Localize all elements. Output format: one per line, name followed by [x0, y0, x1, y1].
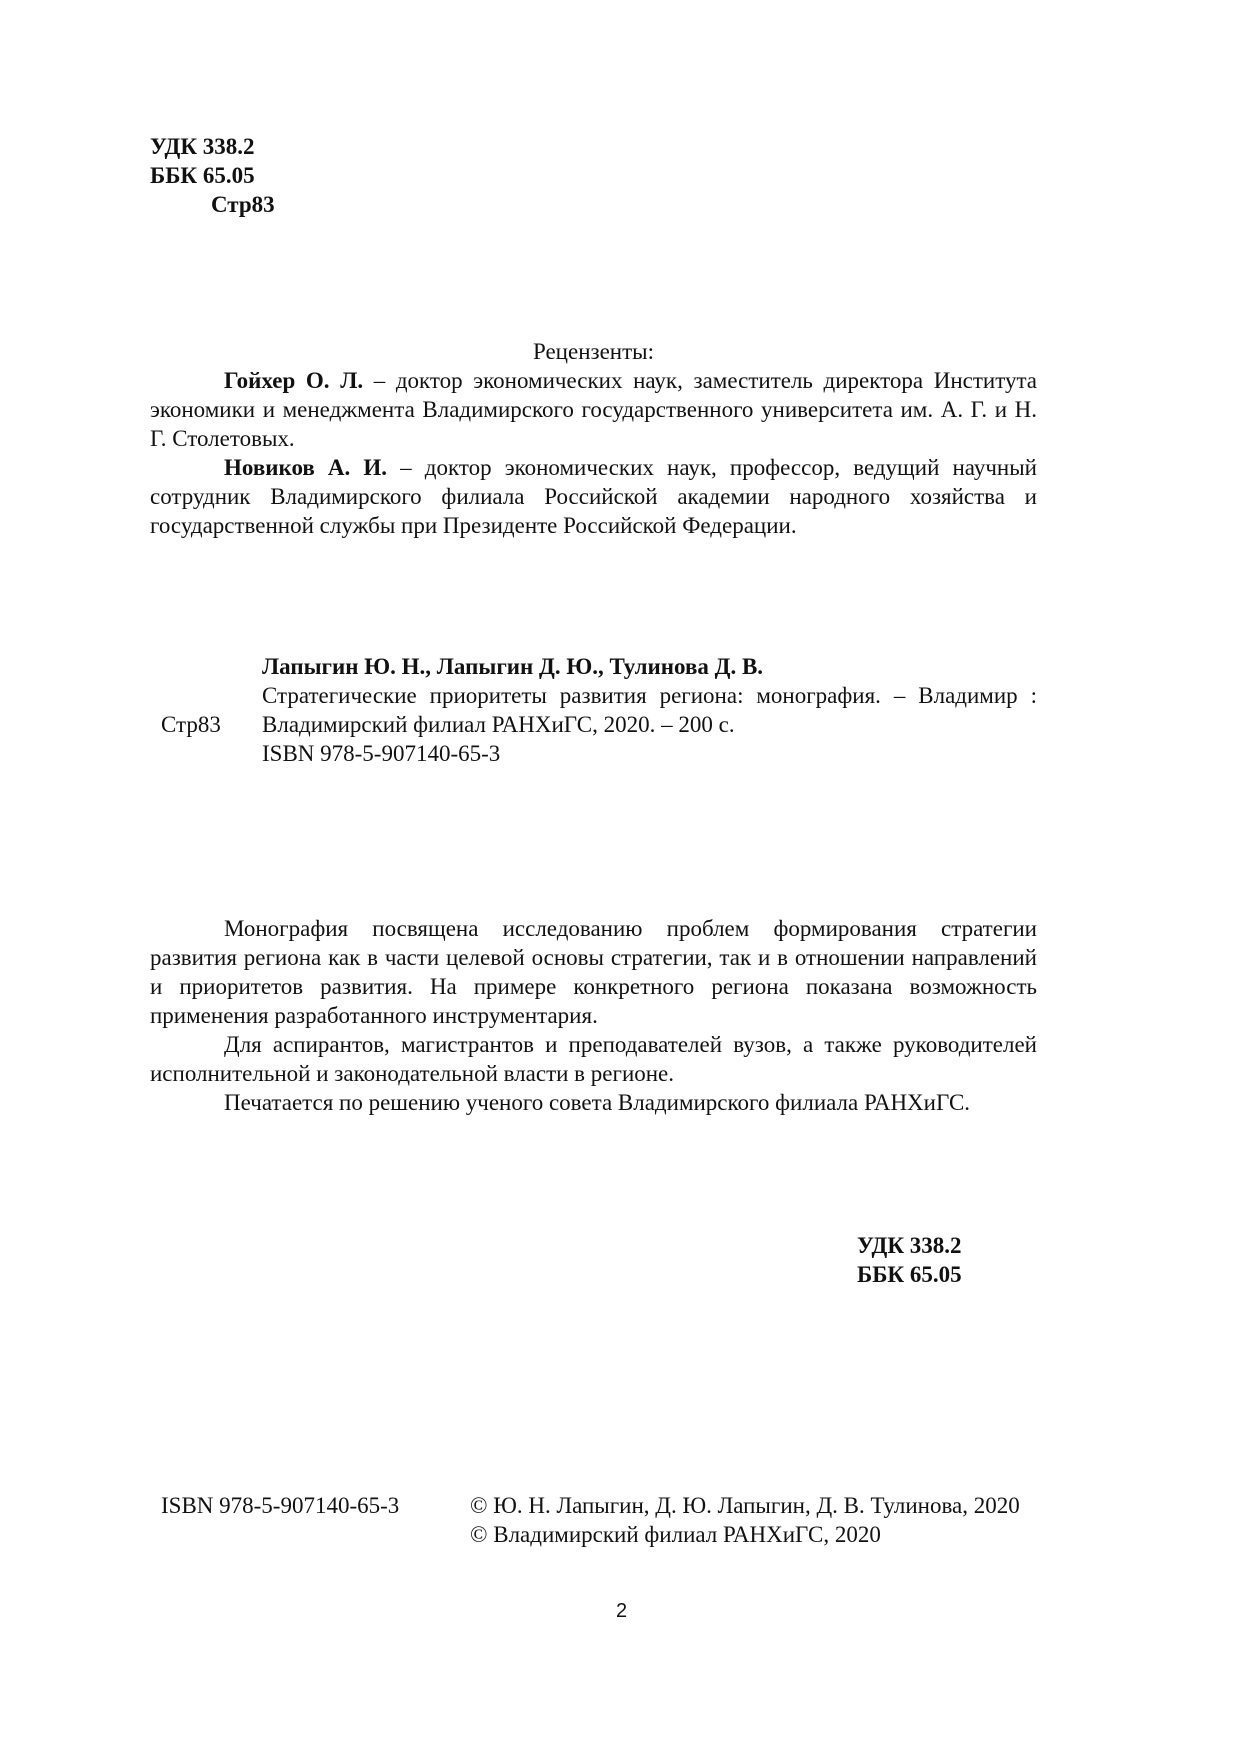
- udk-code: УДК 338.2: [150, 134, 255, 159]
- bbk-code: ББК 65.05: [857, 1262, 962, 1287]
- reviewer-name: Гойхер О. Л.: [224, 368, 364, 393]
- classification-codes: [150, 132, 275, 219]
- author-sign: Стр83: [211, 192, 275, 217]
- udk-code: УДК 338.2: [857, 1233, 962, 1258]
- abstract-paragraph: Печатается по решению ученого совета Владимирского филиала РАНХиГС.: [224, 1090, 971, 1115]
- book-description: Стратегические приоритеты развития региона: монография. – Владимир : Владимирский филиал РАНХиГС, 2020. – 200 с.: [262, 683, 1037, 737]
- book-authors: Лапыгин Ю. Н., Лапыгин Д. Ю., Тулинова Д. В.: [262, 654, 764, 679]
- reviewer-description: – доктор экономических наук, профессор, ведущий научный сотрудник Владимирского филиала Российской академии народного хозяйства и государственной службы при Президенте Российской Федерации.: [150, 455, 1037, 538]
- abstract-paragraph: Для аспирантов, магистрантов и преподавателей вузов, а также руководителей исполнительной и законодательной власти в регионе.: [150, 1032, 1037, 1086]
- footer-classification: [857, 1231, 962, 1289]
- reviewers-title: Рецензенты:: [532, 339, 655, 364]
- bbk-code: ББК 65.05: [150, 163, 255, 188]
- bibliographic-record: [262, 652, 1037, 768]
- imprint-isbn: ISBN 978-5-907140-65-3: [161, 1493, 400, 1518]
- reviewer-description: – доктор экономических наук, заместитель директора Института экономики и менеджмента Владимирского государственного университета им. А. Г. и Н. Г. Столетовых.: [150, 368, 1037, 451]
- reviewer-2: [150, 453, 1037, 540]
- abstract-paragraph: Монография посвящена исследованию проблем формирования стратегии развития региона как в части целевой основы стратегии, так и в отношении направлений и приоритетов развития. На примере конкретного региона показана возможность применения разработанного инструментария.: [150, 916, 1037, 1028]
- copyright-line: © Ю. Н. Лапыгин, Д. Ю. Лапыгин, Д. В. Тулинова, 2020: [470, 1493, 1020, 1518]
- reviewers-section: [150, 337, 1037, 540]
- book-isbn: ISBN 978-5-907140-65-3: [262, 741, 501, 766]
- bib-author-sign: Стр83: [161, 712, 221, 737]
- abstract: [150, 914, 1037, 1117]
- page-number: 2: [616, 1600, 628, 1622]
- copyright-line: © Владимирский филиал РАНХиГС, 2020: [470, 1522, 881, 1547]
- reviewer-name: Новиков А. И.: [224, 455, 388, 480]
- reviewer-1: [150, 366, 1037, 453]
- copyright-block: [470, 1491, 1020, 1549]
